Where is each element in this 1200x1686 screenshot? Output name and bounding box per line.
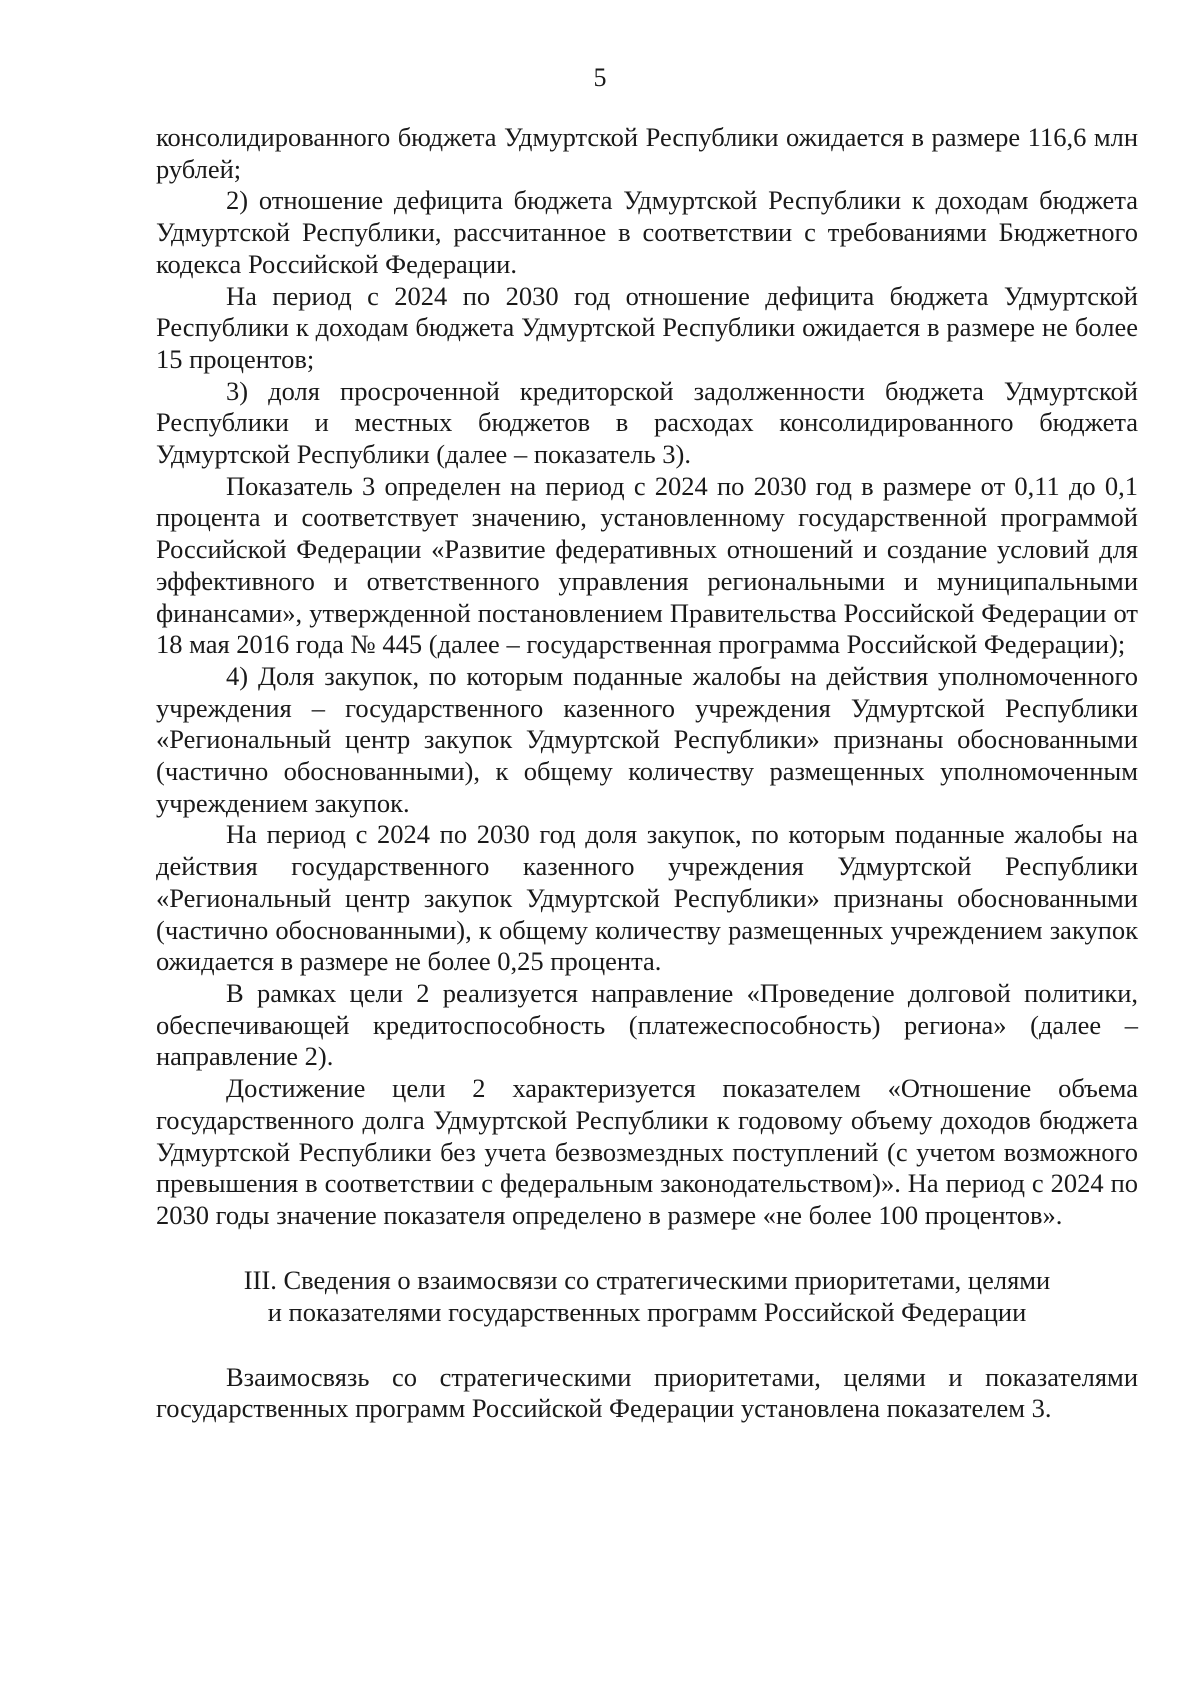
paragraph: На период с 2024 по 2030 год доля закупок, по которым поданные жалобы на действия государственного казенного учреждения Удмуртской Республики «Региональный центр закупок Удмуртской Республики» признаны обоснованными (частично обоснованными), к общему количеству размещенных учреждением закупок ожидается в размере не более 0,25 процента. xyxy=(156,819,1138,977)
paragraph: 4) Доля закупок, по которым поданные жалобы на действия уполномоченного учреждения – государственного казенного учреждения Удмуртской Республики «Региональный центр закупок Удмуртской Республики» признаны обоснованными (частично обоснованными), к общему количеству размещенных уполномоченным учреждением закупок. xyxy=(156,660,1138,818)
paragraph: консолидированного бюджета Удмуртской Республики ожидается в размере 116,6 млн рублей; xyxy=(156,122,1138,184)
section-heading xyxy=(156,1264,1138,1328)
paragraph: 2) отношение дефицита бюджета Удмуртской Республики к доходам бюджета Удмуртской Республики, рассчитанное в соответствии с требованиями Бюджетного кодекса Российской Федерации. xyxy=(156,185,1138,279)
section-heading-line: и показателями государственных программ Российской Федерации xyxy=(267,1296,1027,1327)
paragraph: Достижение цели 2 характеризуется показателем «Отношение объема государственного долга Удмуртской Республики к годовому объему доходов бюджета Удмуртской Республики без учета безвозмездных поступлений (с учетом возможного превышения в соответствии с федеральным законодательством)». На период с 2024 по 2030 годы значение показателя определено в размере «не более 100 процентов». xyxy=(156,1073,1138,1230)
paragraph: Показатель 3 определен на период с 2024 по 2030 год в размере от 0,11 до 0,1 процента и соответствует значению, установленному государственной программой Российской Федерации «Развитие федеративных отношений и создание условий для эффективного и ответственного управления региональными и муниципальными финансами», утвержденной постановлением Правительства Российской Федерации от 18 мая 2016 года № 445 (далее – государственная программа Российской Федерации); xyxy=(156,470,1138,660)
paragraph: 3) доля просроченной кредиторской задолженности бюджета Удмуртской Республики и местных бюджетов в расходах консолидированного бюджета Удмуртской Республики (далее – показатель 3). xyxy=(156,375,1138,470)
paragraph: На период с 2024 по 2030 год отношение дефицита бюджета Удмуртской Республики к доходам бюджета Удмуртской Республики ожидается в размере не более 15 процентов; xyxy=(156,280,1138,374)
paragraphs-after-heading xyxy=(156,1362,1138,1425)
section-heading-line: III. Сведения о взаимосвязи со стратегическими приоритетами, целями xyxy=(243,1264,1051,1295)
page-number: 5 xyxy=(593,63,607,92)
paragraph: В рамках цели 2 реализуется направление «Проведение долговой политики, обеспечивающей кредитоспособность (платежеспособность) региона» (далее – направление 2). xyxy=(156,977,1138,1072)
paragraphs-before-heading xyxy=(156,122,1138,1232)
paragraph: Взаимосвязь со стратегическими приоритетами, целями и показателями государственных программ Российской Федерации установлена показателем 3. xyxy=(156,1361,1138,1424)
document-body xyxy=(156,122,1138,1425)
